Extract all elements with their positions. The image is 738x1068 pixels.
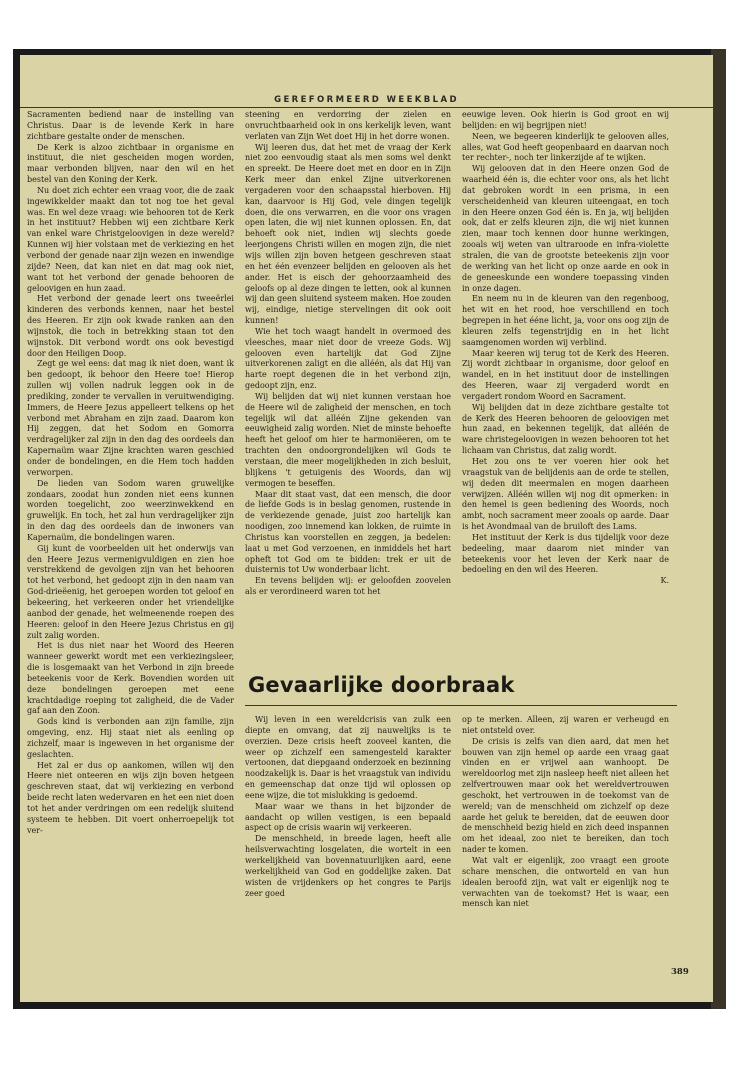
paragraph: Het zal er dus op aankomen, willen wij den Heere niet onteeren en wijs zijn boven hetgeen geschreven staat, dat wij verkiezing en verbond beide recht laten wedervaren en het een niet doen tot het ander verdringen om een redelijk sluitend systeem te hebben. Dit voert onherroepelijk tot ver- bbox=[27, 760, 234, 835]
paragraph: Wij belijden dat wij niet kunnen verstaan hoe de Heere wil de zaligheid der menschen, en toch tegelijk wil dat alléén Zijne gekenden van eeuwigheid zalig worden. Niet de minste behoefte heeft het geloof om hier te harmoniëeren, om te trachten den ondoorgrondelijken wil Gods te verstaan, die meer mogelijkheden in zich besluit, blijkens 't getuigenis des Woords, dan wij vermogen te beseffen. bbox=[245, 391, 451, 488]
paragraph: En neem nu in de kleuren van den regenboog, het wit en het rood, hoe verschillend en toch begrepen in het ééne licht, ja, voor ons oog zijn de kleuren zelfs tegenstrijdig en in het licht saamgenomen worden wij verblind. bbox=[462, 294, 669, 347]
page-number: 389 bbox=[671, 967, 689, 977]
paragraph: En tevens belijden wij: er geloofden zoovelen als er verordineerd waren tot het bbox=[245, 576, 451, 597]
article-column-3 bbox=[462, 110, 669, 702]
header-rule bbox=[20, 107, 713, 108]
paragraph: Zegt ge wel eens: dat mag ik niet doen, want ik ben gedoopt, ik behoor den Heere toe! Hierop zullen wij vollen nadruk leggen ook in de prediking, zonder te vervallen in veruitwendiging. Immers, de Heere Jezus appelleert telkens op het verbond met Abraham en zijn zaad. Daarom kon Hij zeggen, dat het Sodom en Gomorra verdragelijker zal zijn in den dag des oordeels dan Kapernaüm waar Zijne krachten waren geschied onder de bondelingen, en die Hem toch hadden verworpen. bbox=[27, 359, 234, 477]
paragraph: Wij belijden dat in deze zichtbare gestalte tot de Kerk des Heeren behooren de geloovigen met hun zaad, en bekennen tegelijk, dat alléén de ware christegeloovigen in wezen behooren tot het lichaam van Christus, dat zalig wordt. bbox=[462, 402, 669, 456]
paragraph: Het zou ons te ver voeren hier ook het vraagstuk van de belijdenis aan de orde te stellen, wij deden dit meermalen en mogen daarheen verwijzen. Alléén willen wij nog dit opmerken: in den hemel is geen bediening des Woords, noch ambt, noch sacrament meer zooals op aarde. Daar is het Avondmaal van de bruiloft des Lams. bbox=[462, 457, 669, 532]
magazine-page bbox=[20, 55, 713, 1002]
paragraph: Het is dus niet naar het Woord des Heeren wanneer gewerkt wordt met een verkiezingsleer, die is losgemaakt van het Verbond in zijn breede beteekenis voor de Kerk. Bovendien worden uit deze bondelingen geroepen met eene krachtdadige roeping tot zaligheid, die de Vader gaf aan den Zoon. bbox=[27, 641, 234, 716]
paragraph: op te merken. Alleen, zij waren er verheugd en niet ontsteld over. bbox=[462, 715, 669, 735]
paragraph: eeuwige leven. Ook hierin is God groot en wij belijden: en wij begrijpen niet! bbox=[462, 110, 669, 130]
paragraph: De crisis is zelfs van dien aard, dat men het bouwen van zijn hemel op aarde een vraag gaat vinden en er vrijwel aan wanhoopt. De wereldoorlog met zijn nasleep heeft niet alleen het zelfvertrouwen maar ook het wereldvertrouwen geschokt, het vertrouwen in de toekomst van de wereld; van de menschheid om zichzelf op deze aarde het geluk te bereiden, dat de eeuwen door de menschheid bezig hield en zich deed inspannen om het ideaal, zoo niet te bereiken, dan toch nader te komen. bbox=[462, 736, 669, 855]
article-column-2 bbox=[245, 110, 451, 702]
article2-column-2 bbox=[462, 715, 669, 985]
paragraph: Gods kind is verbonden aan zijn familie, zijn omgeving, enz. Hij staat niet als eenling op zichzelf, maar is ingeweven in het organisme der geslachten. bbox=[27, 717, 234, 759]
paragraph: Wij gelooven dat in den Heere onzen God de waarheid één is, die echter voor ons, als het licht dat gebroken wordt in een prisma, in een verscheidenheid van kleuren uiteengaat, en toch in den Heere onzen God één is. En ja, wij belijden ook, dat er zelfs kleuren zijn, die wij niet kunnen zien, maar toch kennen door hunne werkingen, zooals wij weten van ultraroode en infra-violette stralen, die van de grootste beteekenis zijn voor de werking van het licht op onze aarde en ook in de geneeskunde een wondere toepassing vinden in onze dagen. bbox=[462, 164, 669, 293]
running-header: GEREFORMEERD WEEKBLAD bbox=[274, 95, 459, 105]
paragraph: Maar keeren wij terug tot de Kerk des Heeren. Zij wordt zichtbaar in organisme, door geloof en wandel, en in het instituut door de instellingen des Heeren, waar zij vergaderd wordt en vergadert rondom Woord en Sacrament. bbox=[462, 348, 669, 401]
title-rule bbox=[245, 705, 677, 706]
paragraph: Sacramenten bediend naar de instelling van Christus. Daar is de levende Kerk in hare zichtbare gestalte onder de menschen. bbox=[27, 110, 234, 141]
paragraph: Het verbond der genade leert ons tweeërlei kinderen des verbonds kennen, naar het bestel des Heeren. Er zijn ook kwade ranken aan den wijnstok, die toch in betrekking staan tot den wijnstok. Dit verbond wordt ons ook bevestigd door den Heiligen Doop. bbox=[27, 294, 234, 358]
paragraph: Wij leeren dus, dat het met de vraag der Kerk niet zoo eenvoudig staat als men soms wel denkt en spreekt. De Heere doet met en door en in Zijn Kerk meer dan enkel Zijne uitverkorenen vergaderen voor den schaapsstal hierboven. Hij kan, daarvoor is Hij God, vele dingen tegelijk doen, die ons verwarren, en die voor ons vragen open laten, die wij niet kunnen oplossen. En, dat behoeft ook niet, indien wij slechts goede leerjongens Christi willen en mogen zijn, die niet wijs willen zijn boven hetgeen geschreven staat en het één evenzeer belijden en gelooven als het ander. Het is eisch der gehoorzaamheid des geloofs op al deze dingen te letten, ook al kunnen wij dan geen sluitend systeem maken. Hoe zouden wij, eindige, nietige stervelingen dit ook ooit kunnen! bbox=[245, 142, 451, 326]
book-spine bbox=[711, 49, 726, 1009]
paragraph: De lieden van Sodom waren gruwelijke zondaars, zoodat hun zonden niet eens kunnen worden toegelicht, zoo weerzinwekkend en gruwelijk. En toch, het zal hun verdragelijker zijn in den dag des oordeels dan de inwoners van Kapernaüm, die bondelingen waren. bbox=[27, 478, 234, 542]
paragraph: De menschheid, in breede lagen, heeft alle heilsverwachting losgelaten, die wortelt in een werkelijkheid van bovennatuurlijken aard, eene werkelijkheid van God en goddelijke zaken. Dat wisten de vrijdenkers op het congres te Parijs zeer goed bbox=[245, 834, 451, 898]
paragraph: Wie het toch waagt handelt in overmoed des vleesches, maar niet door de vreeze Gods. Wij gelooven even hartelijk dat God Zijne uitverkorenen zaligt en die alléén, als dat Hij van harte roept degenen die in het verbond zijn, gedoopt zijn, enz. bbox=[245, 326, 451, 391]
paragraph: Nu doet zich echter een vraag voor, die de zaak ingewikkelder maakt dan tot nog toe het geval was. En wel deze vraag: wie behooren tot de Kerk in het instituut? Hebben wij een zichtbare Kerk van enkel ware Christgeloovigen in deze wereld? Kunnen wij hier volstaan met de verkiezing en het verbond der genade naar zijn wezen en inwendige zijde? Neen, dat kan niet en dat mag ook niet, want tot het verbond der genade behooren de geloovigen en hun zaad. bbox=[27, 185, 234, 293]
article2-column-1 bbox=[245, 715, 451, 985]
author-signature: K. bbox=[660, 576, 669, 586]
paragraph: Wij leven in een wereldcrisis van zulk een diepte en omvang, dat zij nauwelijks is te overzien. Deze crisis heeft zooveel kanten, die weer op zichzelf een samengesteld karakter vertoonen, dat diepgaand onderzoek en bezinning noodzakelijk is. Daar is het vraagstuk van individu en gemeenschap dat onze tijd wil oplossen op eene wijze, die tot mislukking is gedoemd. bbox=[245, 715, 451, 800]
paragraph: steening en verdorring der zielen en onvruchtbaarheid ook in ons kerkelijk leven, want verlaten van Zijn Wet doet Hij in het dorre wonen. bbox=[245, 110, 451, 141]
paragraph: Wat valt er eigenlijk, zoo vraagt een groote schare menschen, die ontworteld en van hun idealen beroofd zijn, wat valt er eigenlijk nog te verwachten van de toekomst? Het is waar, een mensch kan niet bbox=[462, 855, 669, 909]
article-title: Gevaarlijke doorbraak bbox=[248, 673, 515, 697]
paragraph: Neen, we begeeren kinderlijk te gelooven alles, alles, wat God heeft geopenbaard en daarvan noch ter rechter-, noch ter linkerzijde af te wijken. bbox=[462, 131, 669, 163]
paragraph: De Kerk is alzoo zichtbaar in organisme en instituut, die niet gescheiden mogen worden, maar verbonden blijven, naar den wil en het bestel van den Koning der Kerk. bbox=[27, 142, 234, 185]
paragraph: Het instituut der Kerk is dus tijdelijk voor deze bedeeling, maar daarom niet minder van beteekenis voor het leven der Kerk naar de bedoeling en den wil des Heeren. bbox=[462, 532, 669, 575]
paragraph: Maar waar we thans in het bijzonder de aandacht op willen vestigen, is een bepaald aspect op de crisis waarin wij verkeeren. bbox=[245, 801, 451, 833]
paragraph: Gij kunt de voorbeelden uit het onderwijs van den Heere Jezus vermenigvuldigen en zien hoe verstrekkend de gevolgen zijn van het behooren tot het verbond, het gedoopt zijn in den naam van God-drieëenig, het geroepen worden tot geloof en bekeering, het verkeeren onder het vriendelijke aanbod der genade, het welmeenende roepen des Heeren: geloof in den Heere Jezus Christus en gij zult zalig worden. bbox=[27, 543, 234, 640]
article-column-1 bbox=[27, 110, 234, 975]
paragraph: Maar dit staat vast, dat een mensch, die door de liefde Gods is in beslag genomen, rustende in de verkiezende genade, juist zoo hartelijk kan noodigen, zoo innemend kan lokken, de ruimte in Christus kan voorstellen en zeggen, ja bedelen: laat u met God verzoenen, en inmiddels het hart opheft tot God om te bidden: trek er uit de duisternis tot Uw wonderbaar licht. bbox=[245, 489, 451, 575]
